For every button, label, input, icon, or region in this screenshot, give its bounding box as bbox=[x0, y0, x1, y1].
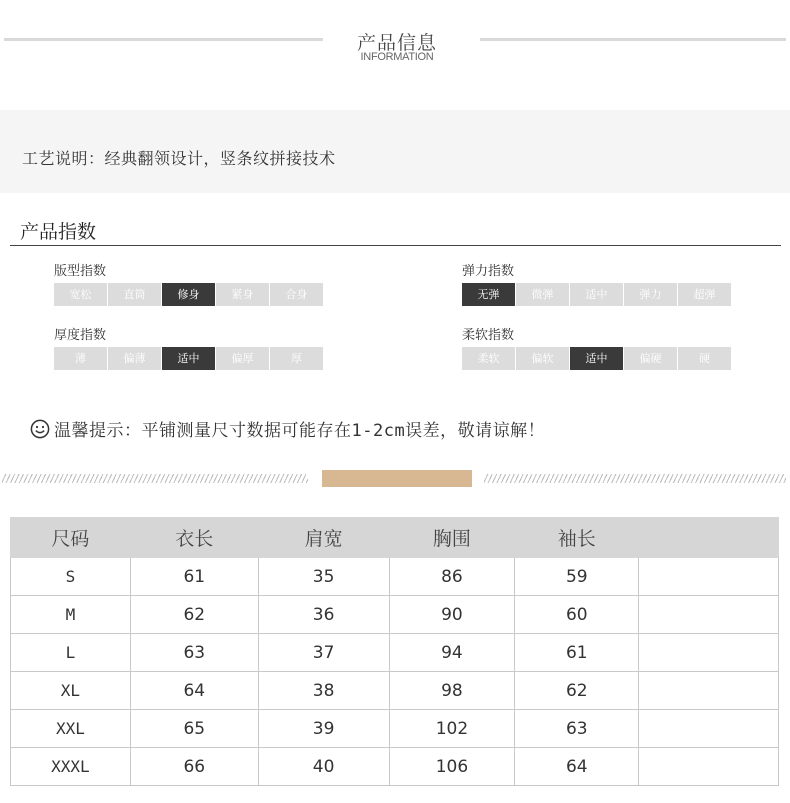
index-option: 修身 bbox=[162, 283, 215, 306]
table-row bbox=[11, 710, 779, 748]
indices-title: 产品指数 bbox=[20, 221, 97, 243]
index-option: 偏薄 bbox=[108, 347, 161, 370]
measure-cell: 35 bbox=[258, 558, 389, 596]
smiley-icon bbox=[30, 419, 50, 439]
index-option: 适中 bbox=[570, 283, 623, 306]
indices-rule bbox=[10, 245, 781, 246]
table-row bbox=[11, 596, 779, 634]
measure-cell: 94 bbox=[389, 634, 515, 672]
measure-cell: 66 bbox=[130, 748, 258, 786]
measure-cell: 64 bbox=[130, 672, 258, 710]
index-option: 宽松 bbox=[54, 283, 107, 306]
size-cell: L bbox=[11, 634, 131, 672]
measure-cell: 40 bbox=[258, 748, 389, 786]
index-option: 适中 bbox=[570, 347, 623, 370]
table-row bbox=[11, 558, 779, 596]
index-option: 硬 bbox=[678, 347, 731, 370]
tip-text: 温馨提示：平铺测量尺寸数据可能存在1-2cm误差，敬请谅解！ bbox=[54, 421, 546, 441]
size-cell: XXXL bbox=[11, 748, 131, 786]
index-option: 偏软 bbox=[516, 347, 569, 370]
index-option: 合身 bbox=[270, 283, 323, 306]
table-header-cell bbox=[639, 518, 779, 558]
measure-cell: 86 bbox=[389, 558, 515, 596]
measure-cell: 65 bbox=[130, 710, 258, 748]
size-cell: XL bbox=[11, 672, 131, 710]
divider-hatch-right bbox=[484, 474, 786, 483]
measurement-tip bbox=[30, 416, 545, 441]
measure-cell: 37 bbox=[258, 634, 389, 672]
table-header-cell: 衣长 bbox=[130, 518, 258, 558]
index-scale-softness bbox=[462, 347, 731, 370]
measure-cell bbox=[639, 596, 779, 634]
table-row bbox=[11, 672, 779, 710]
section-title: 产品信息 bbox=[356, 32, 437, 54]
table-header-cell: 肩宽 bbox=[258, 518, 389, 558]
index-option: 厚 bbox=[270, 347, 323, 370]
measure-cell: 38 bbox=[258, 672, 389, 710]
measure-cell: 59 bbox=[515, 558, 639, 596]
measure-cell bbox=[639, 558, 779, 596]
index-label-softness: 柔软指数 bbox=[462, 328, 515, 343]
measure-cell: 63 bbox=[130, 634, 258, 672]
table-row bbox=[11, 634, 779, 672]
index-option: 偏硬 bbox=[624, 347, 677, 370]
table-header-cell: 袖长 bbox=[515, 518, 639, 558]
table-row bbox=[11, 748, 779, 786]
measure-cell: 61 bbox=[515, 634, 639, 672]
divider-accent-bar bbox=[322, 470, 472, 487]
craft-description: 工艺说明：经典翻领设计，竖条纹拼接技术 bbox=[22, 149, 336, 168]
measure-cell: 90 bbox=[389, 596, 515, 634]
divider-hatch-left bbox=[2, 474, 308, 483]
table-header-cell: 尺码 bbox=[11, 518, 131, 558]
size-table bbox=[10, 517, 779, 786]
measure-cell bbox=[639, 634, 779, 672]
measure-cell bbox=[639, 710, 779, 748]
measure-cell: 61 bbox=[130, 558, 258, 596]
index-scale-stretch bbox=[462, 283, 731, 306]
table-header-cell: 胸围 bbox=[389, 518, 515, 558]
index-option: 偏厚 bbox=[216, 347, 269, 370]
measure-cell: 64 bbox=[515, 748, 639, 786]
index-option: 超弹 bbox=[678, 283, 731, 306]
measure-cell: 63 bbox=[515, 710, 639, 748]
size-cell: XXL bbox=[11, 710, 131, 748]
measure-cell: 39 bbox=[258, 710, 389, 748]
measure-cell: 62 bbox=[515, 672, 639, 710]
index-label-stretch: 弹力指数 bbox=[462, 264, 515, 279]
measure-cell: 62 bbox=[130, 596, 258, 634]
index-option: 无弹 bbox=[462, 283, 515, 306]
index-option: 适中 bbox=[162, 347, 215, 370]
section-subtitle: INFORMATION bbox=[360, 51, 434, 63]
index-label-thickness: 厚度指数 bbox=[54, 328, 107, 343]
size-cell: S bbox=[11, 558, 131, 596]
index-option: 柔软 bbox=[462, 347, 515, 370]
index-label-fit: 版型指数 bbox=[54, 264, 107, 279]
size-cell: M bbox=[11, 596, 131, 634]
measure-cell: 102 bbox=[389, 710, 515, 748]
measure-cell: 60 bbox=[515, 596, 639, 634]
index-option: 直筒 bbox=[108, 283, 161, 306]
index-scale-thickness bbox=[54, 347, 323, 370]
measure-cell: 36 bbox=[258, 596, 389, 634]
index-option: 薄 bbox=[54, 347, 107, 370]
measure-cell bbox=[639, 672, 779, 710]
index-option: 弹力 bbox=[624, 283, 677, 306]
measure-cell: 106 bbox=[389, 748, 515, 786]
measure-cell bbox=[639, 748, 779, 786]
table-header-row bbox=[11, 518, 779, 558]
index-option: 微弹 bbox=[516, 283, 569, 306]
measure-cell: 98 bbox=[389, 672, 515, 710]
index-scale-fit bbox=[54, 283, 323, 306]
index-option: 紧身 bbox=[216, 283, 269, 306]
